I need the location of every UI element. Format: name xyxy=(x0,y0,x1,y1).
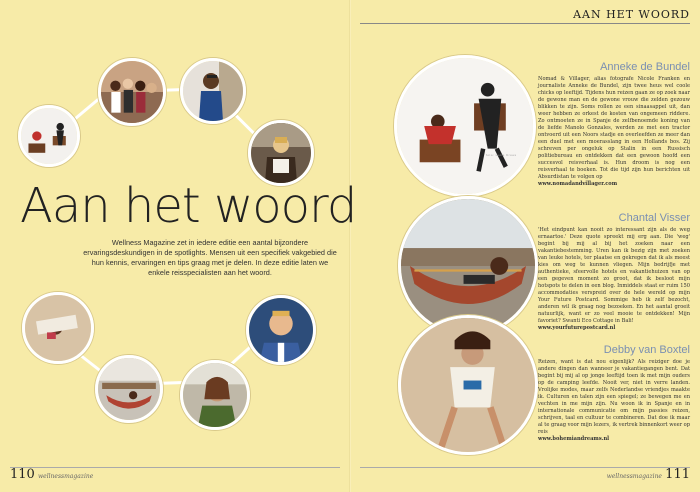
photo-beach-hammock-small xyxy=(95,355,163,423)
author-name-anneke: Anneke de Bundel xyxy=(600,61,690,73)
author-link-anneke[interactable]: www.nomadandvillager.com xyxy=(538,181,618,187)
photo-credit: foto: Lotte Kroes xyxy=(486,153,517,157)
author-bio-debby xyxy=(538,359,690,443)
section-label: AAN HET WOORD xyxy=(573,8,690,21)
photo-woman-smiling xyxy=(180,360,250,430)
photo-couple-suitcases xyxy=(394,55,536,197)
photo-woman-book xyxy=(248,120,314,186)
magazine-name: wellnessmagazine xyxy=(38,473,94,480)
photo-couple-suitcases-small xyxy=(18,105,80,167)
author-bio-text: Nomad & Villager, alias fotografe Nicole Franken en journaliste Anneke de Bundel, zijn twee heus wel coole chicks op leeftijd. Tijdens hun reizen gaan ze op zoek naar de gewone man en de gewone vrouw die zelden gezouw blikken te zijn. Soms rollen ze een sinaasappel uit, dan weer hebben ze orkest de kosten van ongemeen riddere. Zo ontmoeten ze in Spanje de zelfbenoemde koning van de liefde Manolo Gonzales, werden ze met een tractor ontvoerd uit een Noors stadje en overleefden ze meer dan een duel met een moerasslang in een Hollands bos. Zij schreven per ongeluk op Stalin in een Russisch politiebureau en ontdekken dat een gewoon hoofd een succesvol reisverhaal is. Hun droom is nog een reisverhaal te boeken. Tot die tijd zijn hun berichten uit Absurdistan te volgen op xyxy=(538,76,690,180)
photo-group-friends xyxy=(98,58,166,126)
photo-man-portrait xyxy=(246,295,316,365)
page-number: 110 xyxy=(10,467,35,482)
intro-paragraph: Wellness Magazine zet in iedere editie een aantal bijzondere ervaringsdeskundigen in de spotlights. Mensen uit een specifiek vakgebied die hun kennis, ervaringen en tips graag met je delen. In deze editie laten we enkele reisspecialisten aan het woord. xyxy=(83,238,337,277)
author-bio-text: 'Het eindpunt kan nooit zo interessant zijn als de weg ernaartoe.' Deze quote spreekt mij erg aan. Die 'weg' begint bij mij al bij het zoeken naar een vakantiebestemming. Uren kan ik bezig zijn met zoeken van leuke hotels, ter plaatse en gekregen dat ik als meest kies om weg te kunnen vliegen. Mijn bedrijfje met authentieke, sfeervolle hotels en vakantiehuizen van op een gegeven moment zo groot, dat ik besloot mijn hotspots te delen in een blog. Inmiddels staat er ruim 150 accommodaties verspreid over de hele wereld op mijn Your Future Postcard. Sommige heb ik zelf bezocht, anderen wil ik graag nog bezoeken. En het aantal groeit natuurlijk, want er zo veel mooie te ontdekken! Mijn favoriet? Swanti Eco Cottage in Bali! xyxy=(538,227,690,324)
author-link-chantal[interactable]: www.yourfuturepostcard.nl xyxy=(538,325,616,331)
author-bio-anneke xyxy=(538,76,690,188)
photo-woman-lying-sand xyxy=(398,315,538,455)
photo-woman-portrait xyxy=(180,58,246,124)
author-link-debby[interactable]: www.bohemiandreams.nl xyxy=(538,436,610,442)
page-gutter xyxy=(349,0,351,492)
header-rule xyxy=(360,23,690,24)
author-name-chantal: Chantal Visser xyxy=(618,212,690,224)
page-title: Aan het woord xyxy=(20,178,357,234)
magazine-name: wellnessmagazine xyxy=(606,473,662,480)
author-bio-text: Reizen, want is dat nou eigenlijk? Als reiziger doe je andere dingen dan wanneer je vakantiegangen bent. Dat begint bij mij al op jonge leeftijd toen ik met mijn ouders op de camping leefde. Nooit ver, niet in verre landen. Vrolijke modes, maar zelfs Nederlandse vriendjes maakte ik. Culturen en talen zijn een spiegel; ze bewegen me en vechten in me mijn zijn. Nu woon ik in Spanje en in internationale communicatie om mijn passies reizen, schrijven, taal en cultuur te combineren. Dat doe ik maar al te graag voor mijn lezers, ik vertrek binnenkort weer op reis xyxy=(538,359,690,435)
author-bio-chantal xyxy=(538,227,690,332)
author-name-debby: Debby van Boxtel xyxy=(603,344,690,356)
photo-woman-sand xyxy=(22,292,94,364)
page-number: 111 xyxy=(665,467,690,482)
footer-left xyxy=(10,467,93,482)
footer-right xyxy=(607,467,690,482)
